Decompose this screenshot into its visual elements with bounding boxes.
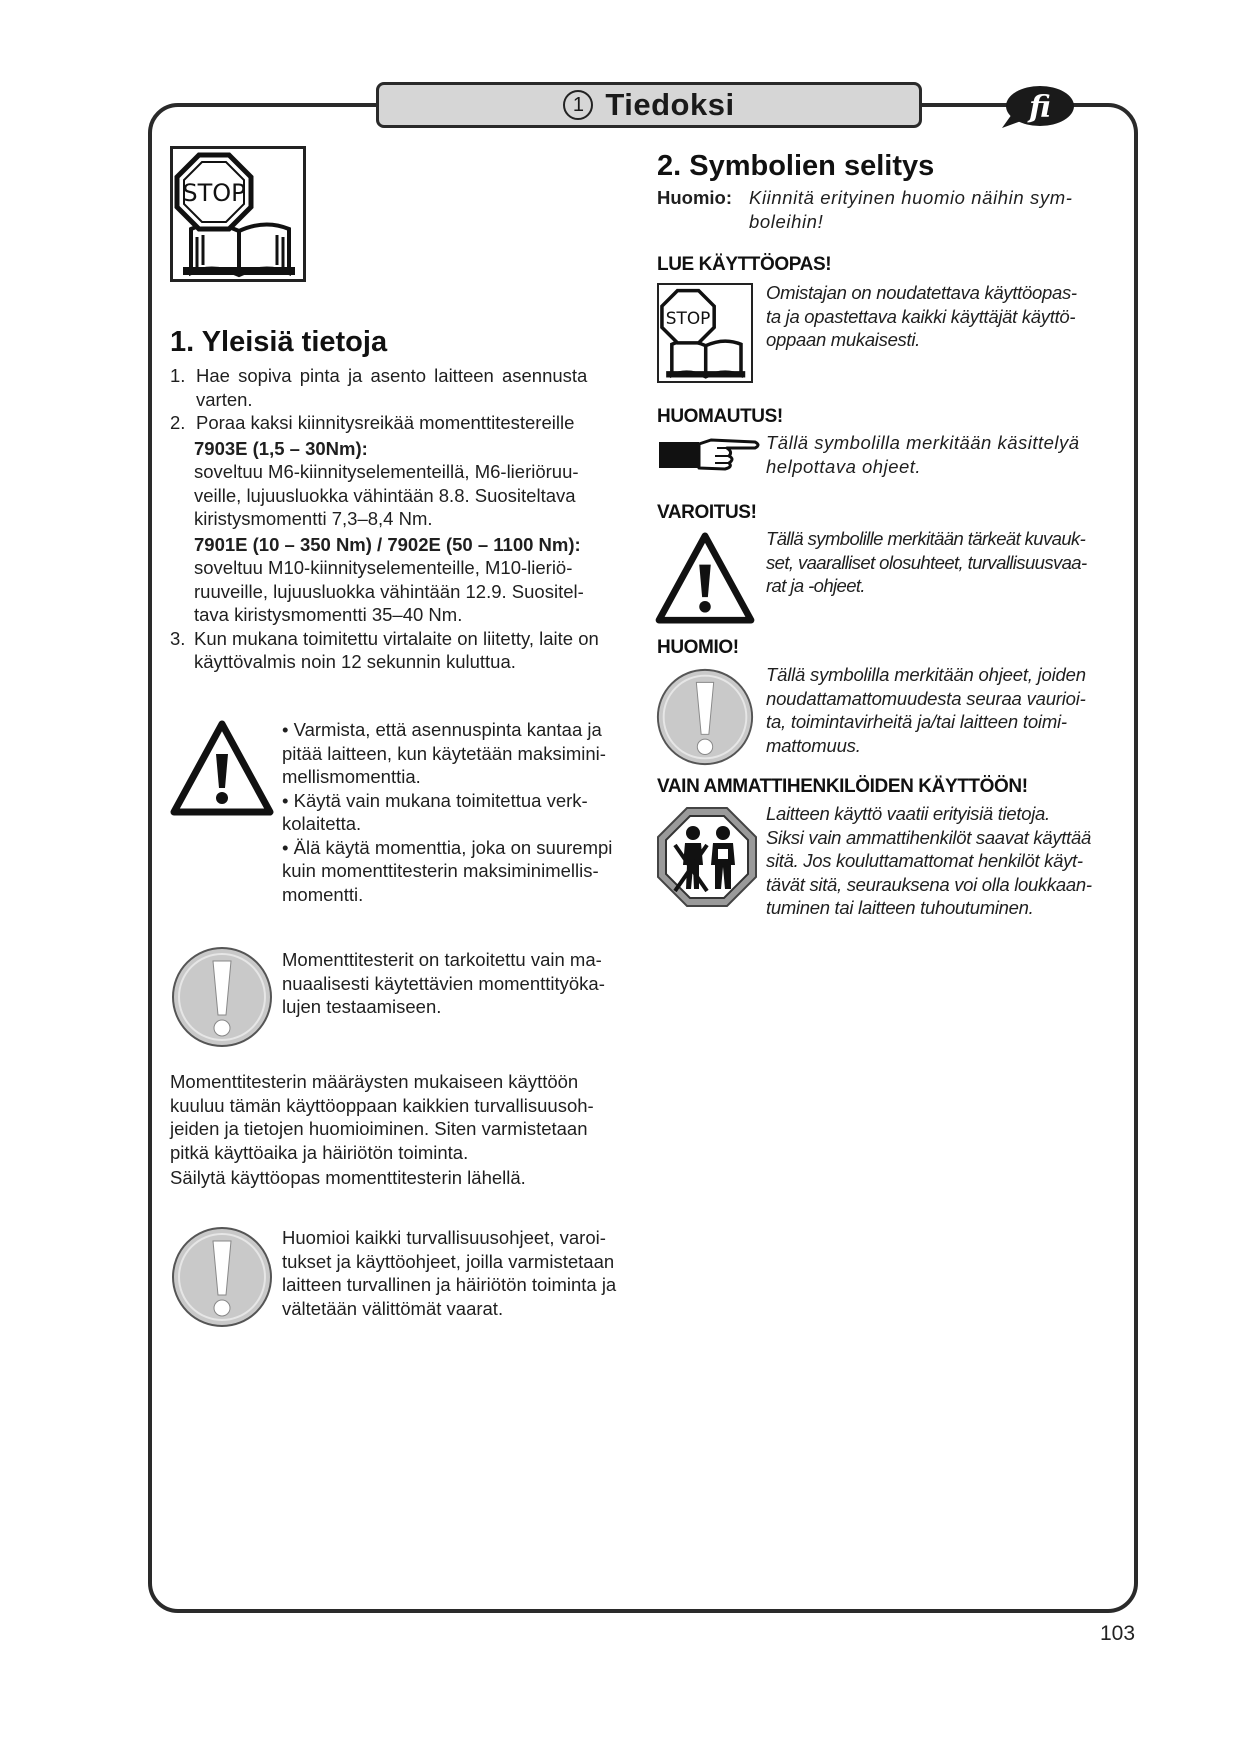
section1-title: 1. Yleisiä tietoja [170, 326, 388, 358]
list-line: varten. [196, 388, 253, 410]
huomio-text [749, 186, 1127, 233]
list-item [170, 364, 660, 411]
body-line: Momenttitesterin määräysten mukaiseen käyttöön [170, 1071, 579, 1092]
read-manual-label: LUE KÄYTTÖOPAS! [657, 254, 832, 275]
spec-title: 7901E (10 – 350 Nm) / 7902E (50 – 1100 Nm): [194, 533, 581, 555]
caution-label: HUOMIO! [657, 637, 739, 658]
varoitus-line: set, vaaralliset olosuhteet, turvallisuusvaa- [766, 551, 1087, 573]
list-text [196, 364, 587, 411]
notice-text [766, 431, 1131, 478]
spec-title: 7903E (1,5 – 30Nm): [194, 437, 368, 459]
ammatti-line: Siksi vain ammattihenkilöt saavat käyttää [766, 826, 1091, 848]
huomio-label: Huomio: [657, 187, 733, 208]
huomio2-line: mattomuus. [766, 734, 861, 756]
spec-line: kiristysmomentti 7,3–8,4 Nm. [194, 508, 433, 529]
note-testers-manual [282, 948, 652, 1019]
huomautus-line: helpottava ohjeet. [766, 455, 922, 477]
lue-line: Omistajan on noudatettava käyttöopas- [766, 282, 1077, 303]
lue-line: oppaan mukaisesti. [766, 329, 921, 350]
page-number: 103 [1100, 1622, 1136, 1645]
body-line: jeiden ja tietojen huomioiminen. Siten varmistetaan [170, 1118, 588, 1139]
note-line: Huomioi kaikki turvallisuusohjeet, varoi- [282, 1227, 606, 1248]
warning-line: • Varmista, että asennuspinta kantaa ja [282, 719, 602, 740]
list-item [170, 411, 660, 435]
list-number: 3. [170, 627, 186, 649]
huomio2-line: Tällä symbolilla merkitään ohjeet, joiden [766, 664, 1086, 685]
ammatti-line: sitä. Jos kouluttamattomat henkilöt käyt- [766, 850, 1083, 871]
spec-line: veille, lujuusluokka vähintään 8.8. Suositeltava [194, 484, 576, 506]
section2-title: 2. Symbolien selitys [657, 150, 935, 182]
professionals-only-text [766, 802, 1136, 920]
caution-circle-icon [655, 667, 755, 767]
spec-line: ruuveille, lujuusluokka vähintään 12.9. Suositel- [194, 580, 584, 602]
huomio2-line: ta, toimintavirheitä ja/tai laitteen toimi- [766, 711, 1067, 732]
notice-label: HUOMAUTUS! [657, 406, 783, 427]
professionals-only-icon [655, 805, 759, 909]
list-number: 1. [170, 365, 186, 386]
list-number: 2. [170, 412, 186, 433]
note-safety-instructions [282, 1226, 652, 1320]
huomio2-line: noudattamattomuudesta seuraa vaurioi- [766, 687, 1086, 709]
warning-line: kuin momenttitesterin maksiminimellis- [282, 860, 599, 881]
language-badge [1000, 84, 1078, 130]
language-code: fi [1029, 90, 1051, 125]
list-item [170, 627, 660, 674]
ammatti-line: tuminen tai laitteen tuhoutuminen. [766, 897, 1034, 918]
body-line: Säilytä käyttöopas momenttitesterin lähellä. [170, 1167, 526, 1188]
chapter-title: Tiedoksi [605, 87, 735, 122]
list-line: käyttövalmis noin 12 sekunnin kuluttua. [194, 651, 516, 672]
varoitus-line: Tällä symbolille merkitään tärkeät kuvauk- [766, 528, 1086, 549]
list-line: Kun mukana toimitettu virtalaite on liitetty, laite on [194, 627, 599, 649]
list-line: Hae sopiva pinta ja asento laitteen asennusta [196, 365, 588, 386]
warning-text [766, 527, 1136, 598]
body-line: kuuluu tämän käyttöoppaan kaikkien turvallisuusoh- [170, 1094, 594, 1116]
warning-label: VAROITUS! [657, 502, 757, 523]
note-line: nuaalisesti käytettävien momenttityöka- [282, 972, 605, 994]
huomio-intro [657, 186, 1127, 233]
stop-sign-text: STOP [182, 179, 246, 207]
professionals-only-label: VAIN AMMATTIHENKILÖIDEN KÄYTTÖÖN! [657, 776, 1028, 797]
note-line: laitteen turvallinen ja häiriötön toiminta ja [282, 1274, 617, 1295]
huomio-line: Kiinnitä erityinen huomio näihin sym- [749, 187, 1073, 208]
varoitus-line: rat ja -ohjeet. [766, 575, 865, 596]
huomautus-line: Tällä symbolilla merkitään käsittelyä [766, 432, 1080, 453]
warning-line: pitää laitteen, kun käytetään maksimini- [282, 742, 606, 764]
warning-line: • Käytä vain mukana toimitettua verk- [282, 789, 588, 811]
caution-circle-icon [170, 1225, 274, 1329]
note-line: lujen testaamiseen. [282, 996, 442, 1017]
list-text: Poraa kaksi kiinnitysreikää momenttitestereille [196, 412, 575, 433]
caution-circle-icon [170, 945, 274, 1049]
general-info-list [170, 364, 660, 674]
huomio-line: boleihin! [749, 210, 824, 232]
body-line: pitkä käyttöaika ja häiriötön toiminta. [170, 1141, 469, 1163]
ammatti-line: tävät sitä, seurauksena voi olla loukkaan- [766, 873, 1092, 895]
warning-line: kolaitetta. [282, 813, 362, 834]
spec-block-7903 [170, 437, 660, 627]
warning-triangle-icon [170, 720, 274, 816]
spec-line: soveltuu M6-kiinnityselementeillä, M6-lieriöruu- [194, 461, 579, 482]
stop-sign-text: STOP [665, 307, 711, 328]
read-manual-text [766, 281, 1131, 352]
lue-line: ta ja opastettava kaikki käyttäjät käyttö- [766, 305, 1076, 327]
warning-triangle-icon [655, 532, 755, 624]
note-line: vältetään välittömät vaarat. [282, 1297, 504, 1319]
warning-line: • Älä käytä momenttia, joka on suurempi [282, 836, 613, 858]
warning-line: momentti. [282, 883, 364, 905]
intended-use-paragraph [170, 1070, 660, 1190]
note-line: Momenttitesterit on tarkoitettu vain ma- [282, 949, 602, 970]
spec-line: tava kiristysmomentti 35–40 Nm. [194, 604, 463, 625]
warning-bullets [282, 718, 652, 906]
spec-line: soveltuu M10-kiinnityselementeille, M10-lieriö- [194, 557, 573, 578]
read-manual-small-icon [657, 283, 753, 383]
read-manual-icon [170, 146, 306, 282]
ammatti-line: Laitteen käyttö vaatii erityisiä tietoja. [766, 803, 1050, 824]
caution-text [766, 663, 1136, 757]
note-line: tukset ja käyttöohjeet, joilla varmistetaan [282, 1250, 615, 1272]
list-text [194, 627, 599, 674]
warning-line: mellismomenttia. [282, 766, 421, 787]
pointing-hand-icon [657, 434, 761, 474]
chapter-title-tab [376, 82, 922, 128]
chapter-number: 1 [563, 90, 593, 120]
